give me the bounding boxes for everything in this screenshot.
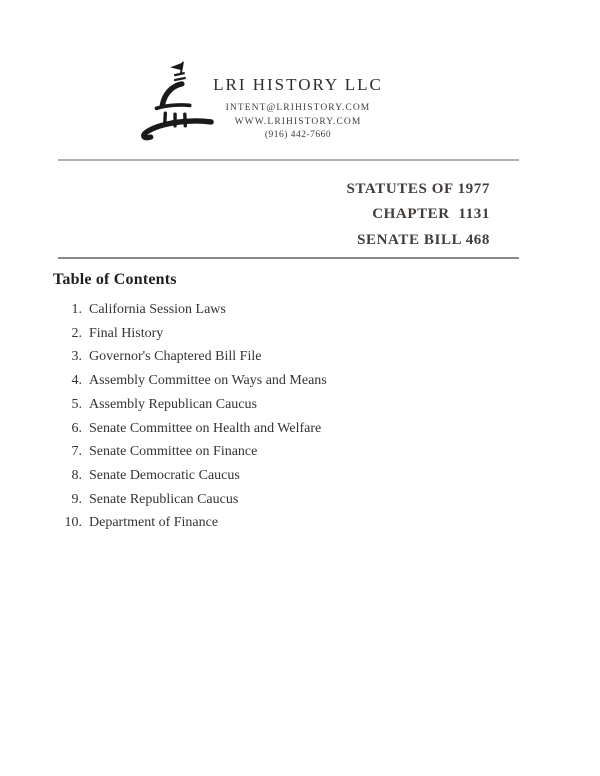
company-phone: (916) 442-7660 xyxy=(264,130,332,140)
divider-bottom xyxy=(58,257,519,259)
toc-item xyxy=(53,464,327,488)
toc-item xyxy=(53,393,327,417)
toc-item-number: 10. xyxy=(64,515,82,531)
toc-item xyxy=(53,345,327,369)
company-name: LRI HISTORY LLC xyxy=(213,75,383,94)
company-email: INTENT@LRIHISTORY.COM xyxy=(225,103,371,113)
toc-item-number: 3. xyxy=(71,349,82,365)
toc-item xyxy=(53,488,327,512)
toc-item xyxy=(53,322,327,346)
toc-item-label: Final History xyxy=(89,325,164,341)
chapter-line: CHAPTER 1131 xyxy=(372,206,490,223)
toc-list xyxy=(53,298,327,535)
toc-item xyxy=(53,440,327,464)
toc-item-number: 9. xyxy=(71,491,82,507)
toc-item-label: California Session Laws xyxy=(89,302,226,317)
toc-item xyxy=(53,298,327,322)
toc-item-number: 1. xyxy=(71,302,82,317)
toc-item-label: Senate Committee on Health and Welfare xyxy=(89,420,322,436)
toc-item-label: Senate Republican Caucus xyxy=(89,491,239,507)
company-website: WWW.LRIHISTORY.COM xyxy=(234,116,362,127)
toc-item-number: 4. xyxy=(71,373,82,389)
letterhead-text xyxy=(0,75,596,143)
toc-item-label: Senate Democratic Caucus xyxy=(89,467,240,483)
toc-item xyxy=(53,369,327,393)
toc-item xyxy=(53,511,327,535)
senate-bill-line: SENATE BILL 468 xyxy=(357,231,490,248)
toc-item-number: 7. xyxy=(71,444,82,460)
toc-item-label: Department of Finance xyxy=(89,515,219,531)
toc-item-label: Governor's Chaptered Bill File xyxy=(89,349,262,365)
toc-item-label: Assembly Committee on Ways and Means xyxy=(89,373,327,389)
toc-item xyxy=(53,417,327,441)
divider-top xyxy=(58,159,519,161)
toc-item-number: 8. xyxy=(71,467,82,483)
toc-item-label: Senate Committee on Finance xyxy=(89,444,258,460)
statutes-line: STATUTES OF 1977 xyxy=(346,181,490,197)
toc-title: Table of Contents xyxy=(53,271,177,288)
toc-item-number: 5. xyxy=(71,396,82,412)
toc-item-number: 2. xyxy=(71,325,82,341)
toc-item-number: 6. xyxy=(71,420,82,436)
toc-item-label: Assembly Republican Caucus xyxy=(89,396,257,412)
case-reference-block xyxy=(346,177,490,253)
